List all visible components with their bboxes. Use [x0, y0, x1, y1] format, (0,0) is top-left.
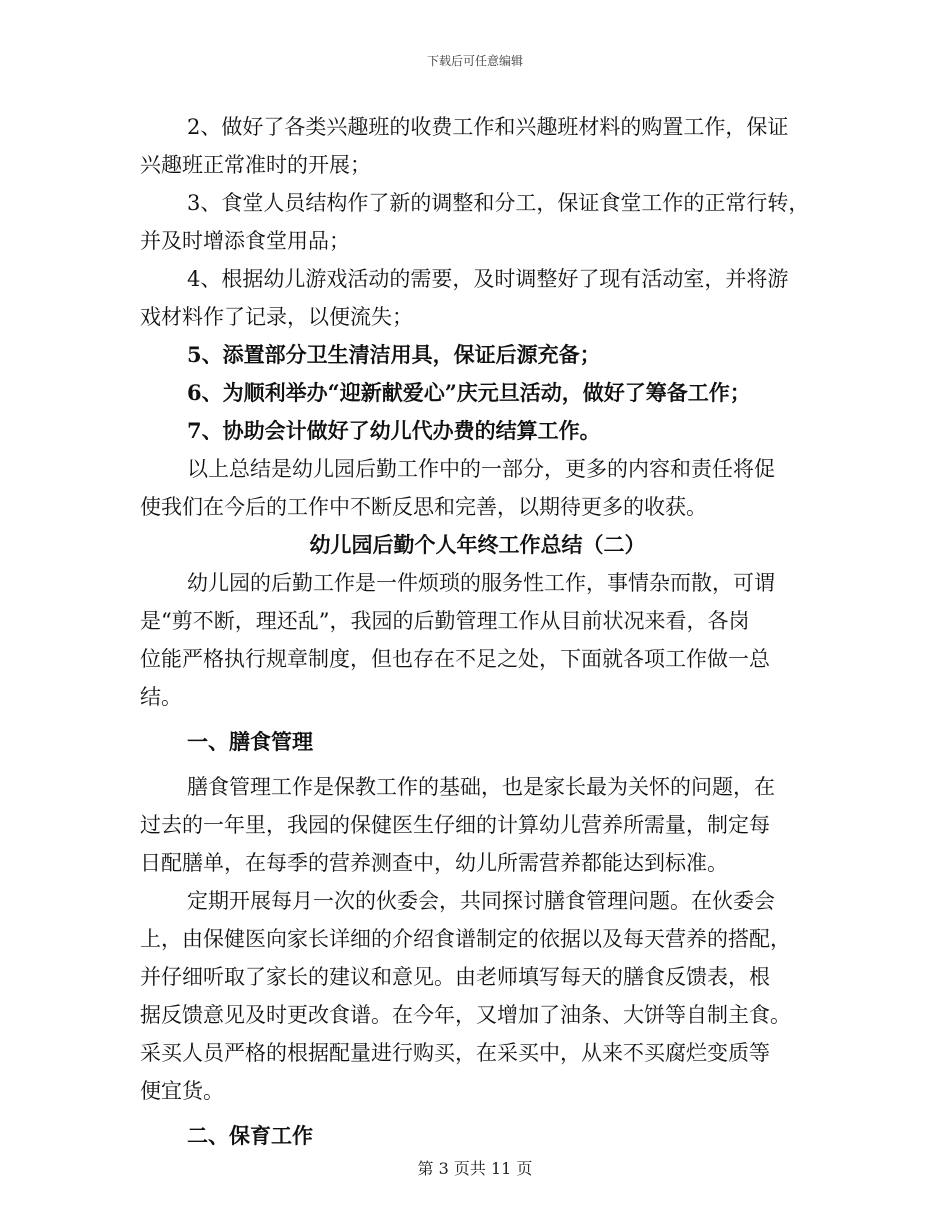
bold-list-item: 7、协助会计做好了幼儿代办费的结算工作。 [187, 418, 601, 443]
paragraph-line: 采买人员严格的根据配量进行购买，在采买中，从来不买腐烂变质等 [140, 1041, 770, 1065]
paragraph-line: 3、食堂人员结构作了新的调整和分工，保证食堂工作的正常行转， [187, 191, 810, 215]
paragraph-line: 定期开展每月一次的伙委会，共同探讨膳食管理问题。在伙委会 [187, 889, 775, 913]
paragraph-line: 戏材料作了记录，以便流失； [140, 305, 413, 329]
bold-list-item: 6、为顺利举办“迎新献爱心”庆元旦活动，做好了筹备工作； [187, 380, 751, 405]
page-footer: 第 3 页共 11 页 [417, 1159, 533, 1178]
paragraph-line: 幼儿园的后勤工作是一件烦琐的服务性工作，事情杂而散，可谓 [187, 571, 775, 595]
paragraph-line: 是“剪不断，理还乱”，我园的后勤管理工作从目前状况来看，各岗 [140, 609, 750, 633]
page-header: 下载后可任意编辑 [426, 54, 523, 68]
paragraph-line: 使我们在今后的工作中不断反思和完善，以期待更多的收获。 [140, 495, 707, 519]
document-body [140, 108, 815, 1155]
subheading: 一、膳食管理 [187, 729, 313, 754]
paragraph-line: 膳食管理工作是保教工作的基础，也是家长最为关怀的问题，在 [187, 775, 775, 799]
paragraph-line: 2、做好了各类兴趣班的收费工作和兴趣班材料的购置工作，保证 [187, 115, 789, 139]
paragraph-line: 便宜货。 [140, 1079, 224, 1103]
paragraph-line: 过去的一年里，我园的保健医生仔细的计算幼儿营养所需量，制定每 [140, 813, 770, 837]
paragraph-line: 并仔细听取了家长的建议和意见。由老师填写每天的膳食反馈表，根 [140, 965, 770, 989]
paragraph-line: 上，由保健医向家长详细的介绍食谱制定的依据以及每天营养的搭配， [140, 927, 791, 951]
paragraph-line: 日配膳单，在每季的营养测查中，幼儿所需营养都能达到标准。 [140, 851, 728, 875]
bold-list-item: 5、添置部分卫生清洁用具，保证后源充备； [187, 342, 601, 367]
paragraph-line: 位能严格执行规章制度，但也存在不足之处，下面就各项工作做一总 [140, 647, 770, 671]
paragraph-line: 并及时增添食堂用品； [140, 229, 350, 253]
paragraph-line: 以上总结是幼儿园后勤工作中的一部分，更多的内容和责任将促 [187, 457, 775, 481]
paragraph-line: 据反馈意见及时更改食谱。在今年，又增加了油条、大饼等自制主食。 [140, 1003, 791, 1027]
paragraph-line: 4、根据幼儿游戏活动的需要，及时调整好了现有活动室，并将游 [187, 267, 789, 291]
subheading: 二、保育工作 [187, 1123, 313, 1148]
paragraph-line: 结。 [140, 685, 182, 709]
section-title: 幼儿园后勤个人年终工作总结（二） [309, 532, 646, 557]
paragraph-line: 兴趣班正常准时的开展； [140, 153, 371, 177]
